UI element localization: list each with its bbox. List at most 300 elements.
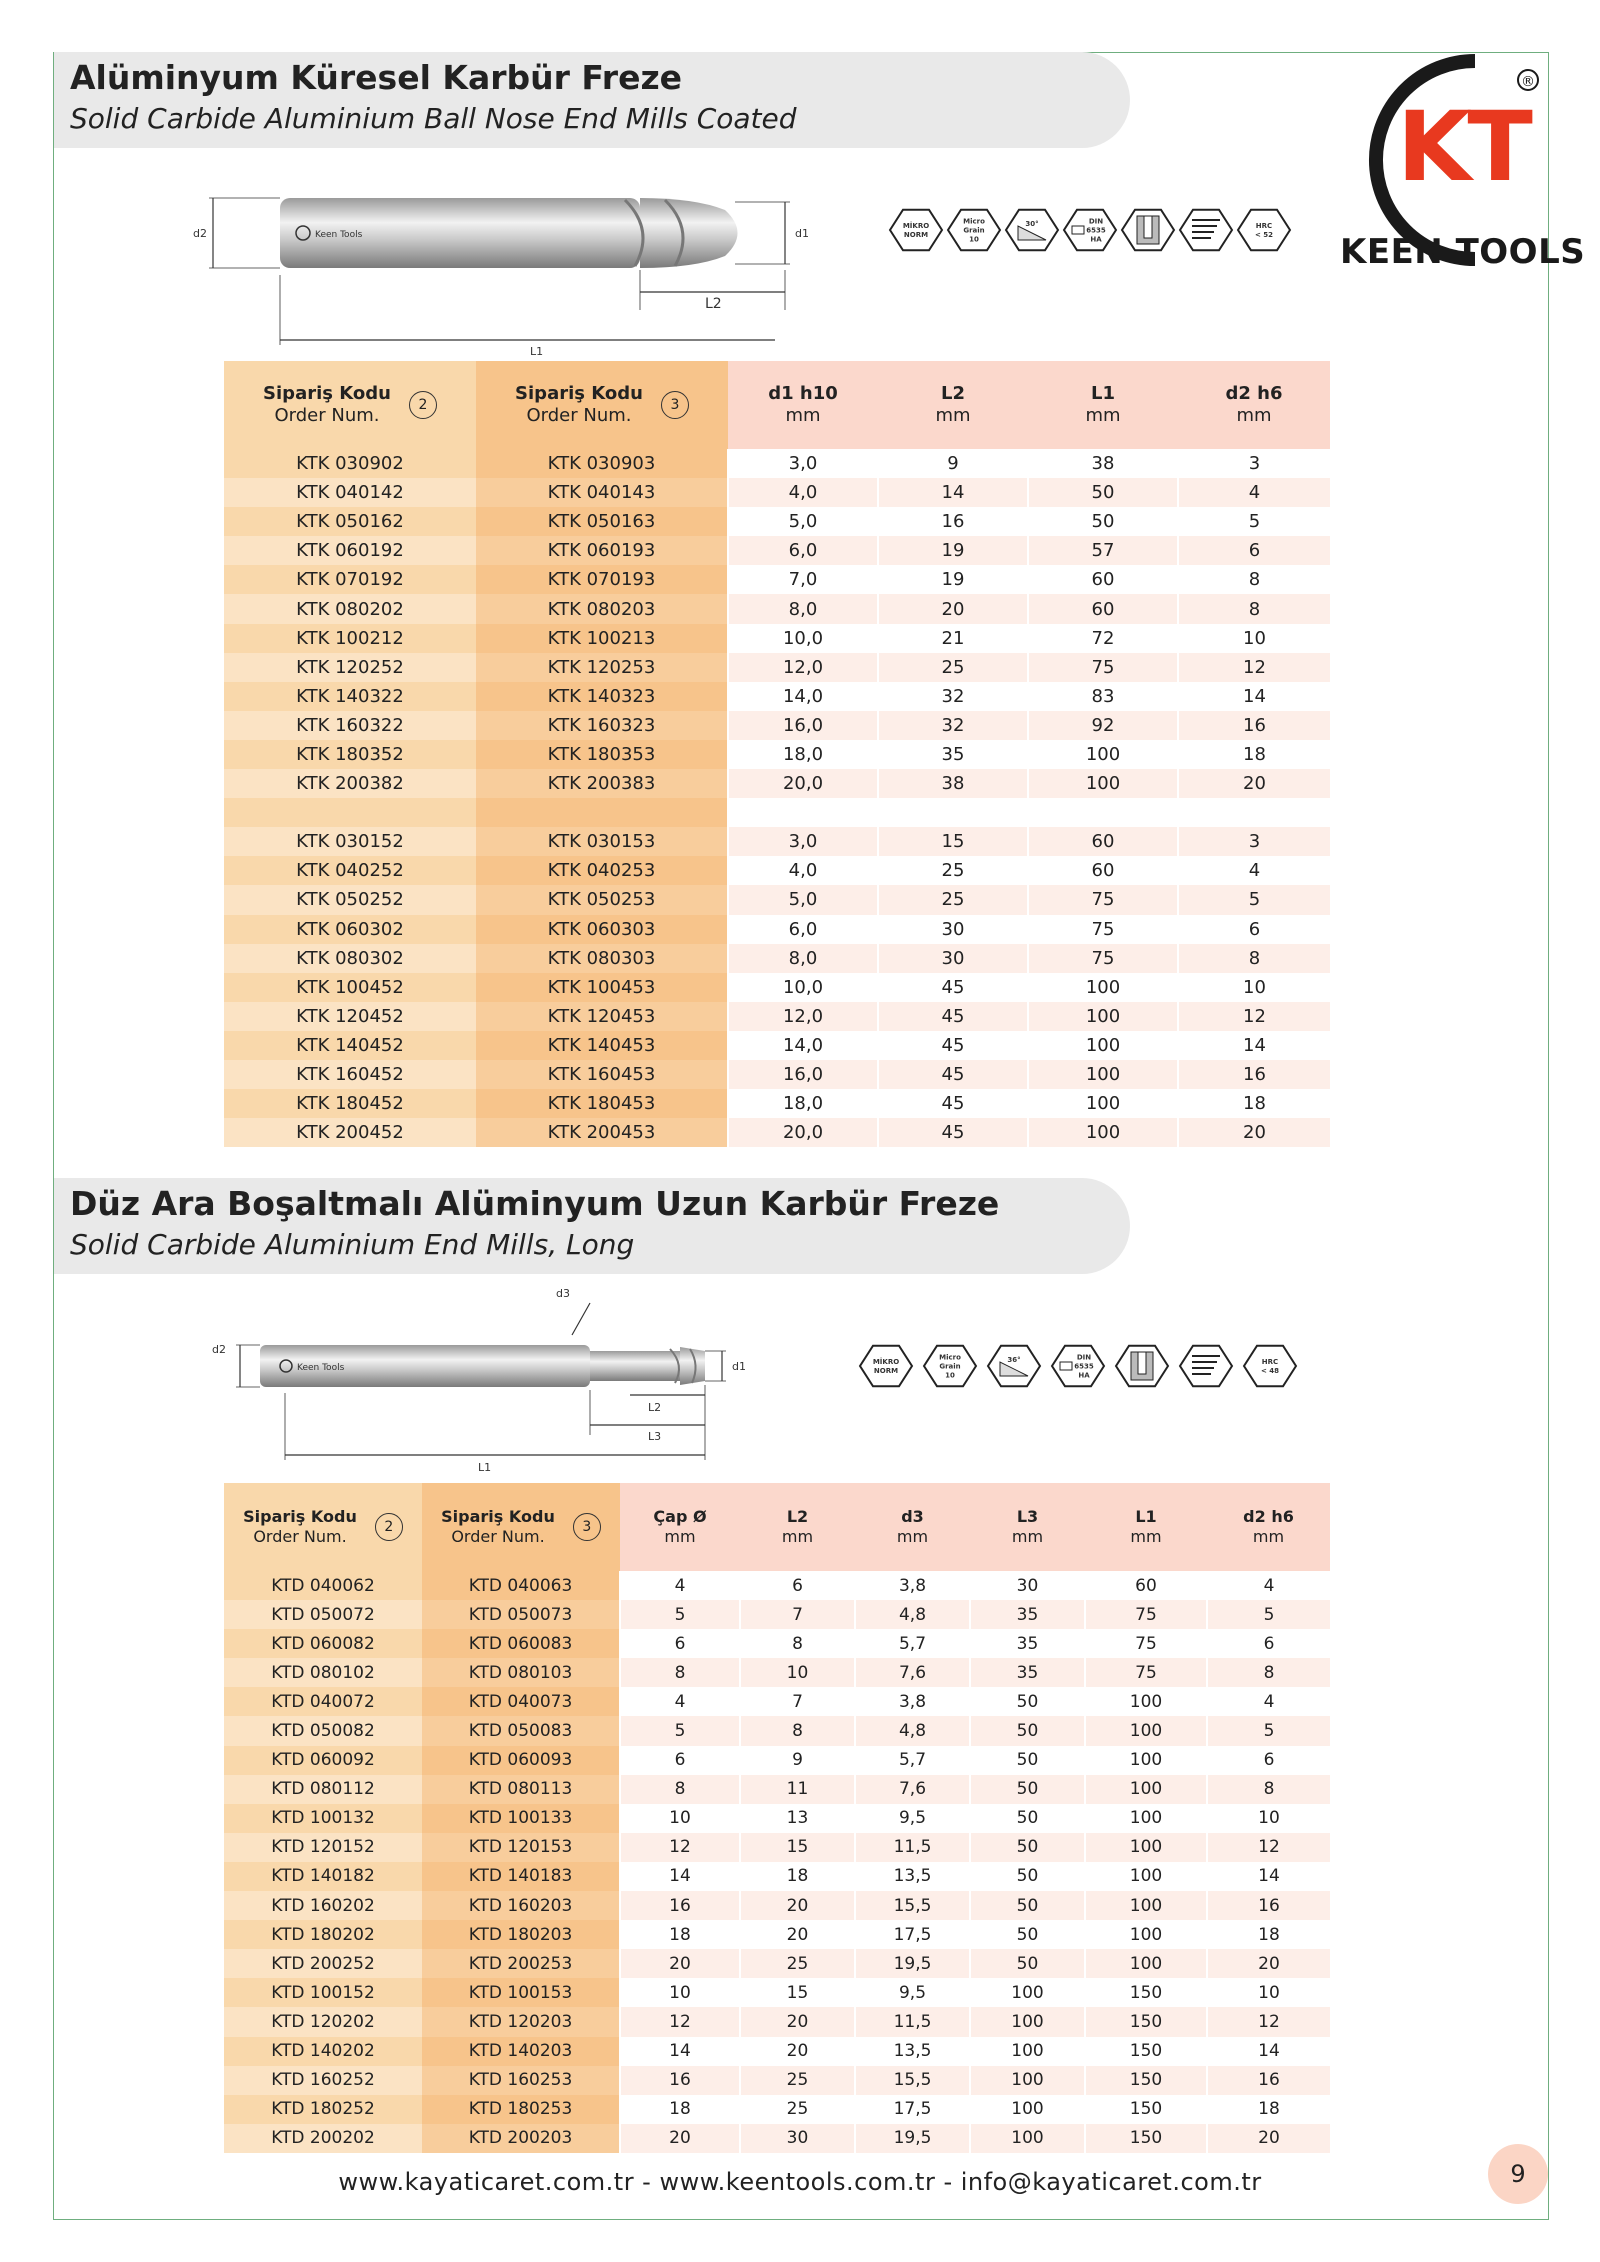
table-cell: KTD 200203 [422,2124,620,2153]
table-cell: 100 [1085,1833,1207,1862]
table-cell: 16,0 [728,1060,878,1089]
table-cell: 16,0 [728,711,878,740]
table-cell: 14 [1207,2037,1330,2066]
table-cell: 20,0 [728,1118,878,1147]
table-cell: 9,5 [855,1804,970,1833]
table-cell: KTD 140183 [422,1862,620,1891]
table-cell: 150 [1085,2037,1207,2066]
badge-label: MİKRO [902,222,930,230]
table-cell: KTD 050073 [422,1600,620,1629]
table-cell: 45 [878,973,1028,1002]
table-cell: 38 [878,769,1028,798]
table-cell: 50 [970,1746,1085,1775]
table-cell: 18 [1178,1089,1330,1118]
table-cell: 60 [1028,856,1178,885]
feature-badge-icon [1180,210,1232,251]
table-cell: 5 [620,1716,740,1745]
table-cell: 4 [620,1687,740,1716]
badge-label: NORM [873,1367,899,1375]
table-cell: KTD 120153 [422,1833,620,1862]
table-cell: 19 [878,565,1028,594]
table-cell: KTK 180453 [476,1089,728,1118]
table-row [224,1571,1330,1600]
table-cell: 20 [740,2037,855,2066]
table-cell: 15 [740,1833,855,1862]
badge-label: DIN [1088,217,1104,226]
table-cell: 35 [878,740,1028,769]
table-cell: 5,0 [728,885,878,914]
table-cell: 100 [970,2095,1085,2124]
table-cell [1178,798,1330,827]
table-cell: KTK 100213 [476,624,728,653]
table-cell: 18,0 [728,1089,878,1118]
table-cell: 6 [1207,1629,1330,1658]
table-cell: KTK 050162 [224,507,476,536]
table-cell: KTD 100152 [224,1978,422,2007]
table-cell: 50 [970,1804,1085,1833]
column-header [224,361,476,449]
table-cell [728,798,878,827]
table-cell: 5 [1207,1600,1330,1629]
badge-label: Grain [939,1362,961,1371]
table-cell: 10 [620,1978,740,2007]
table-cell: 12 [1207,1833,1330,1862]
table-row [224,827,1330,856]
table-cell: 20 [740,1920,855,1949]
table-cell: 18 [1178,740,1330,769]
column-header-label: L3 [1016,1507,1039,1526]
table-cell: 100 [970,2007,1085,2036]
table-cell: 30 [878,944,1028,973]
table-cell: 13,5 [855,2037,970,2066]
table-cell: 150 [1085,2124,1207,2153]
table-cell: 10 [1178,973,1330,1002]
table-cell: 11 [740,1775,855,1804]
column-header-label: Sipariş Kodu [515,382,643,404]
feature-badge-icon [1180,1346,1232,1387]
column-header-label: d2 h6 [1225,382,1283,404]
badge-label: Micro [939,1353,961,1362]
table-cell: 100 [1085,1687,1207,1716]
table-cell: 12 [620,1833,740,1862]
table-cell: 150 [1085,2066,1207,2095]
table-cell: KTD 080102 [224,1658,422,1687]
table-cell: 45 [878,1118,1028,1147]
column-header [422,1483,620,1571]
table-cell: 8 [1207,1658,1330,1687]
column-header-label: L2 [941,382,965,404]
table-cell: 50 [970,1862,1085,1891]
table-cell: 8 [740,1716,855,1745]
table-cell: 8 [1178,565,1330,594]
section2-title: Düz Ara Boşaltmalı Alüminyum Uzun Karbür Freze [70,1184,1000,1223]
column-header [855,1483,970,1571]
table-row [224,885,1330,914]
table-cell: 100 [1028,1002,1178,1031]
table-cell: 20,0 [728,769,878,798]
page-number: 9 [1488,2144,1548,2204]
table-cell: KTD 120203 [422,2007,620,2036]
flute-count-badge: 2 [375,1513,403,1541]
column-header [728,361,878,449]
column-header-label: d1 h10 [768,382,838,404]
table-cell: KTD 040062 [224,1571,422,1600]
section2-label-L2: L2 [648,1401,662,1414]
feature-badge-icon [948,210,1000,251]
table-cell: 8 [620,1775,740,1804]
table-cell: 3,0 [728,827,878,856]
table-cell: 9,5 [855,1978,970,2007]
table-cell: 16 [620,2066,740,2095]
table-cell: 20 [740,1891,855,1920]
table-cell: KTD 100133 [422,1804,620,1833]
badge-label: 6535 [1086,226,1106,235]
table-cell: KTD 160203 [422,1891,620,1920]
column-header [476,361,728,449]
table-row [224,1775,1330,1804]
table-cell: KTD 200202 [224,2124,422,2153]
table-cell: 100 [970,1978,1085,2007]
section1-label-L1: L1 [530,345,544,358]
table-cell: 100 [1028,769,1178,798]
table-cell: 45 [878,1031,1028,1060]
table-cell: 100 [1085,1862,1207,1891]
table-cell: 25 [878,885,1028,914]
table-cell: 150 [1085,2007,1207,2036]
table-row [224,856,1330,885]
table-cell: 4,8 [855,1716,970,1745]
badge-label: < 52 [1254,231,1274,239]
table-cell: 150 [1085,2095,1207,2124]
table-cell: KTK 060302 [224,915,476,944]
table-cell: KTK 040142 [224,478,476,507]
table-cell: 17,5 [855,2095,970,2124]
registered-mark: ® [1521,74,1535,90]
table-row [224,682,1330,711]
table-cell: 25 [878,856,1028,885]
column-header-sublabel: mm [1085,405,1121,426]
feature-badge-icon [1116,1346,1168,1387]
table-row [224,798,1330,827]
table-row [224,624,1330,653]
table-cell: 16 [1178,1060,1330,1089]
table-cell: KTK 030902 [224,449,476,478]
table-cell: 12 [1178,1002,1330,1031]
table-cell: KTK 030903 [476,449,728,478]
table-cell: 75 [1085,1600,1207,1629]
table-cell: KTD 160253 [422,2066,620,2095]
section2-feature-badges [858,1336,1304,1396]
section1-title: Alüminyum Küresel Karbür Freze [70,58,683,97]
table-cell: 16 [1207,2066,1330,2095]
table-cell: 7 [740,1600,855,1629]
badge-label: HRC [1255,222,1273,230]
table-cell: 50 [970,1833,1085,1862]
table-cell: KTK 200452 [224,1118,476,1147]
table-cell: 100 [1085,1804,1207,1833]
table-cell: KTK 040143 [476,478,728,507]
table-row [224,2066,1330,2095]
table-cell: 60 [1085,1571,1207,1600]
table-cell: 10,0 [728,624,878,653]
table-cell: 100 [1085,1775,1207,1804]
column-header [1207,1483,1330,1571]
table-cell: KTK 060303 [476,915,728,944]
table-cell: KTK 070192 [224,565,476,594]
table-cell: 5,7 [855,1746,970,1775]
badge-label: NORM [903,231,929,239]
table-cell: 3,8 [855,1571,970,1600]
table-cell: 38 [1028,449,1178,478]
table-cell: 25 [740,2095,855,2124]
badge-label: 10 [969,235,979,244]
table-row [224,449,1330,478]
table-cell: 10 [620,1804,740,1833]
table-cell: 30 [740,2124,855,2153]
table-cell: KTK 200453 [476,1118,728,1147]
table-cell: 72 [1028,624,1178,653]
table-cell: 4,0 [728,478,878,507]
table-cell: KTD 140202 [224,2037,422,2066]
column-header-sublabel: mm [785,405,821,426]
table-cell: KTK 140452 [224,1031,476,1060]
table-cell: 8,0 [728,594,878,623]
table-row [224,1716,1330,1745]
feature-badge-icon [1238,210,1290,251]
table-cell: 8,0 [728,944,878,973]
badge-label: MİKRO [872,1358,900,1366]
table-cell: 6 [740,1571,855,1600]
column-header-label: Sipariş Kodu [243,1507,357,1526]
table-cell: KTD 140182 [224,1862,422,1891]
table-cell: 10,0 [728,973,878,1002]
table-row [224,478,1330,507]
table-cell: 83 [1028,682,1178,711]
table-cell: 14,0 [728,682,878,711]
table-cell: KTD 080112 [224,1775,422,1804]
table-cell: KTK 060193 [476,536,728,565]
table-cell: 20 [620,2124,740,2153]
section2-long-end-mill-diagram [200,1285,760,1475]
table-cell: 3,0 [728,449,878,478]
table-cell: 60 [1028,594,1178,623]
feature-badge-icon [860,1346,912,1387]
table-row [224,1060,1330,1089]
table-cell: 4,0 [728,856,878,885]
flute-count-badge: 3 [661,391,689,419]
column-header-sublabel: mm [1252,1527,1285,1546]
table-cell: 5 [1178,507,1330,536]
table-row [224,1862,1330,1891]
table-cell: 50 [970,1891,1085,1920]
column-header-sublabel: mm [896,1527,929,1546]
table-cell: KTD 050083 [422,1716,620,1745]
table-cell: KTK 180452 [224,1089,476,1118]
table-cell: 18 [740,1862,855,1891]
table-cell: 15 [878,827,1028,856]
feature-badge-icon [1064,210,1116,251]
column-header [1178,361,1330,449]
section2-label-d2: d2 [212,1343,226,1356]
table-cell: KTD 140203 [422,2037,620,2066]
table-cell: 100 [1028,1089,1178,1118]
table-cell: 50 [970,1716,1085,1745]
table-cell: 12 [1178,653,1330,682]
feature-badge-icon [890,210,942,251]
table-row [224,565,1330,594]
table-row [224,1118,1330,1147]
table-cell: 57 [1028,536,1178,565]
table-cell: 20 [1207,2124,1330,2153]
table-cell: 6,0 [728,915,878,944]
table-cell: KTK 030153 [476,827,728,856]
table-cell: 45 [878,1002,1028,1031]
table-cell: 9 [740,1746,855,1775]
section2-diagram-brand: Keen Tools [297,1363,345,1373]
table-cell: 3 [1178,827,1330,856]
table-cell: 12,0 [728,653,878,682]
table-cell: 75 [1028,944,1178,973]
table-cell: 8 [1178,594,1330,623]
table-row [224,769,1330,798]
table-cell: 18 [620,1920,740,1949]
column-header [1028,361,1178,449]
table-row [224,2007,1330,2036]
table-cell: 6 [620,1746,740,1775]
table-cell: 8 [1207,1775,1330,1804]
table-cell: 20 [1207,1949,1330,1978]
column-header [224,1483,422,1571]
feature-badge-icon [1244,1346,1296,1387]
table-cell: KTK 080303 [476,944,728,973]
feature-badge-icon [1122,210,1174,251]
table-cell: 8 [740,1629,855,1658]
table-cell: KTD 080103 [422,1658,620,1687]
table-cell: KTK 060192 [224,536,476,565]
table-row [224,1089,1330,1118]
table-cell: KTD 120202 [224,2007,422,2036]
table-cell: 17,5 [855,1920,970,1949]
table-cell: KTK 100453 [476,973,728,1002]
table-cell: 12,0 [728,1002,878,1031]
table-cell: 150 [1085,1978,1207,2007]
table-cell: 20 [1178,769,1330,798]
table-row [224,740,1330,769]
table-row [224,2124,1330,2153]
badge-label: 6535 [1074,1362,1094,1371]
section2-spec-table [224,1483,1330,2153]
badge-label: HA [1090,235,1102,244]
table-cell: 11,5 [855,2007,970,2036]
table-cell: KTK 040253 [476,856,728,885]
table-cell: 7 [740,1687,855,1716]
table-cell: 4 [1207,1571,1330,1600]
badge-label: Micro [963,217,985,226]
table-cell: 60 [1028,827,1178,856]
table-row [224,2037,1330,2066]
column-header [740,1483,855,1571]
table-cell: 6 [1178,536,1330,565]
column-header [620,1483,740,1571]
table-cell: 75 [1085,1658,1207,1687]
table-cell: KTD 180252 [224,2095,422,2124]
table-cell: 4 [620,1571,740,1600]
table-cell: 13 [740,1804,855,1833]
section1-label-d2: d2 [193,227,207,240]
section1-label-L2: L2 [705,296,722,312]
table-cell: 5,0 [728,507,878,536]
logo-brand-text: KEEN TOOLS [1340,232,1586,272]
table-cell: 14,0 [728,1031,878,1060]
table-cell: KTD 200252 [224,1949,422,1978]
column-header-label: Sipariş Kodu [263,382,391,404]
table-cell: KTD 060083 [422,1629,620,1658]
table-cell: 100 [1028,1031,1178,1060]
badge-label: 10 [945,1371,955,1380]
table-cell: 45 [878,1089,1028,1118]
table-cell: KTK 160322 [224,711,476,740]
table-cell: 75 [1028,885,1178,914]
table-cell: 35 [970,1629,1085,1658]
section1-spec-table [224,361,1330,1147]
column-header-sublabel: Order Num. [274,405,380,426]
table-cell: 16 [620,1891,740,1920]
column-header [970,1483,1085,1571]
table-cell: 6 [1178,915,1330,944]
table-cell [476,798,728,827]
table-cell: 4,8 [855,1600,970,1629]
table-cell: KTK 200382 [224,769,476,798]
section2-label-d3: d3 [556,1287,570,1300]
table-cell: KTD 180202 [224,1920,422,1949]
table-cell: KTK 050253 [476,885,728,914]
table-cell: 7,6 [855,1658,970,1687]
table-cell: 100 [1028,1060,1178,1089]
table-cell: KTK 080203 [476,594,728,623]
table-cell: KTK 030152 [224,827,476,856]
table-cell: KTK 120452 [224,1002,476,1031]
table-cell: 4 [1207,1687,1330,1716]
table-cell: 25 [878,653,1028,682]
section2-subtitle: Solid Carbide Aluminium End Mills, Long [70,1228,635,1261]
badge-label: HA [1078,1371,1090,1380]
table-row [224,653,1330,682]
column-header-sublabel: Order Num. [253,1527,347,1546]
table-row [224,944,1330,973]
table-row [224,1600,1330,1629]
table-cell: 30 [878,915,1028,944]
table-cell: 14 [878,478,1028,507]
table-cell [878,798,1028,827]
table-cell: 18,0 [728,740,878,769]
table-cell: 32 [878,682,1028,711]
table-cell: KTD 200253 [422,1949,620,1978]
table-row [224,1978,1330,2007]
table-cell: KTD 040073 [422,1687,620,1716]
table-row [224,1891,1330,1920]
table-cell: 35 [970,1658,1085,1687]
table-cell: 6 [620,1629,740,1658]
section2-label-L3: L3 [648,1430,662,1443]
table-row [224,1949,1330,1978]
table-cell: 100 [1085,1891,1207,1920]
section1-subtitle: Solid Carbide Aluminium Ball Nose End Mills Coated [70,102,797,135]
table-cell: 18 [620,2095,740,2124]
section2-label-L1: L1 [478,1461,492,1474]
table-cell: KTK 140323 [476,682,728,711]
table-row [224,1833,1330,1862]
table-cell: 10 [1207,1804,1330,1833]
